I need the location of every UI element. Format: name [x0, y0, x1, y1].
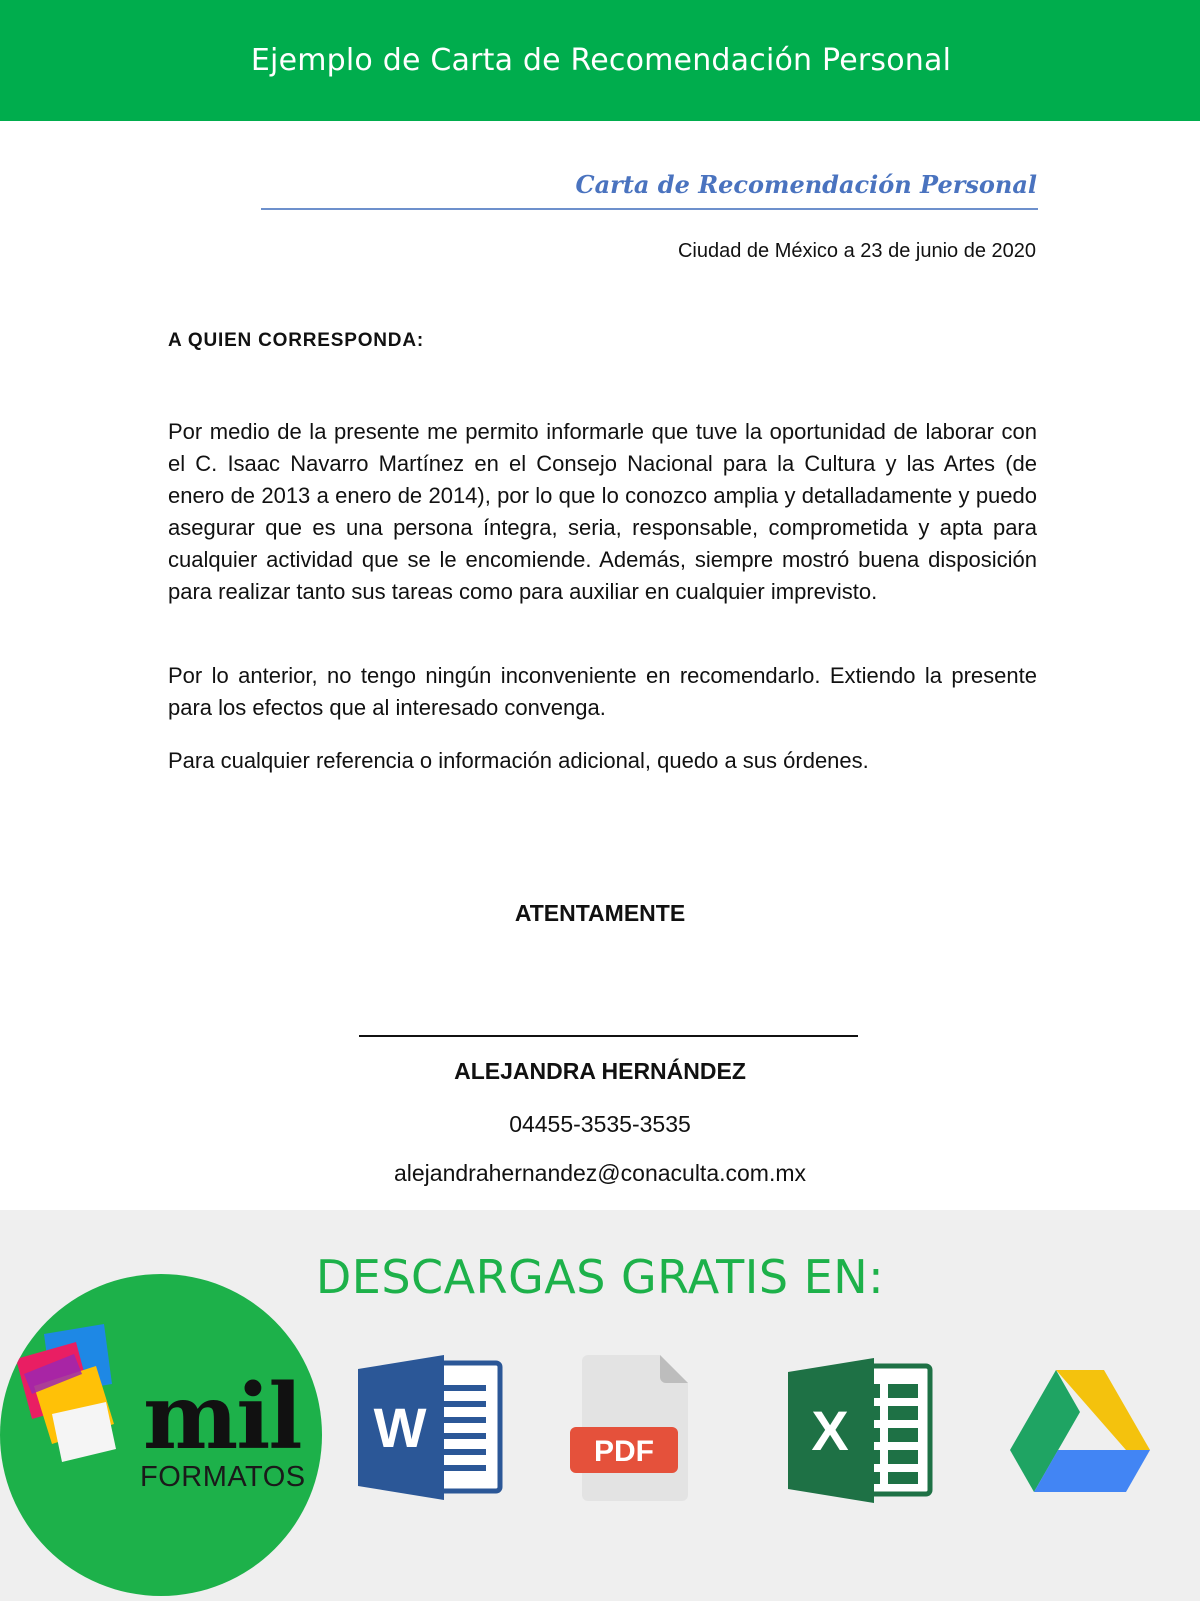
letter-paragraph-3: Para cualquier referencia o información adicional, quedo a sus órdenes. — [168, 748, 869, 773]
logo-word-mil: mil — [143, 1364, 301, 1470]
signer-email: alejandrahernandez@conaculta.com.mx — [393, 1160, 807, 1186]
svg-text:X: X — [811, 1399, 849, 1462]
milformatos-logo[interactable] — [0, 1274, 322, 1596]
closing: ATENTAMENTE — [514, 900, 686, 926]
logo-word-formatos: FORMATOS — [140, 1461, 306, 1493]
excel-icon[interactable] — [788, 1358, 938, 1503]
pdf-icon[interactable] — [570, 1355, 700, 1505]
title-underline — [261, 208, 1038, 210]
salutation: A QUIEN CORRESPONDA: — [168, 330, 424, 351]
header-bar — [0, 0, 1200, 121]
letter-paragraph-1: Por medio de la presente me permito informarle que tuve la oportunidad de laborar con el C. Isaac Navarro Martínez en el Consejo Nacional para la Cultura y las Artes (de enero de 2013 a enero de 2014), por lo que lo conozco amplia y detalladamente y puedo asegurar que es una persona íntegra, seria, responsable, comprometida y apta para cualquier actividad que se le encomiende. Además, siempre mostró buena disposición para realizar tanto sus tareas como para auxiliar en cualquier imprevisto. — [168, 419, 1037, 604]
google-drive-icon[interactable] — [1010, 1370, 1150, 1495]
svg-text:PDF: PDF — [594, 1435, 654, 1468]
word-icon[interactable] — [358, 1355, 508, 1500]
signer-phone: 04455-3535-3535 — [509, 1111, 691, 1137]
signature-line — [359, 1035, 858, 1037]
document-title: Carta de Recomendación Personal — [575, 170, 1037, 199]
signer-name: ALEJANDRA HERNÁNDEZ — [454, 1058, 746, 1084]
header-title: Ejemplo de Carta de Recomendación Personal — [250, 43, 952, 78]
svg-text:W: W — [373, 1396, 427, 1459]
download-footer — [0, 1210, 1200, 1601]
colorful-sheets-icon — [4, 1314, 154, 1474]
downloads-heading: DESCARGAS GRATIS EN: — [315, 1250, 885, 1304]
letter-paragraph-2: Por lo anterior, no tengo ningún inconveniente en recomendarlo. Extiendo la presente para los efectos que al interesado convenga. — [168, 663, 1037, 720]
letter-date: Ciudad de México a 23 de junio de 2020 — [677, 240, 1036, 262]
